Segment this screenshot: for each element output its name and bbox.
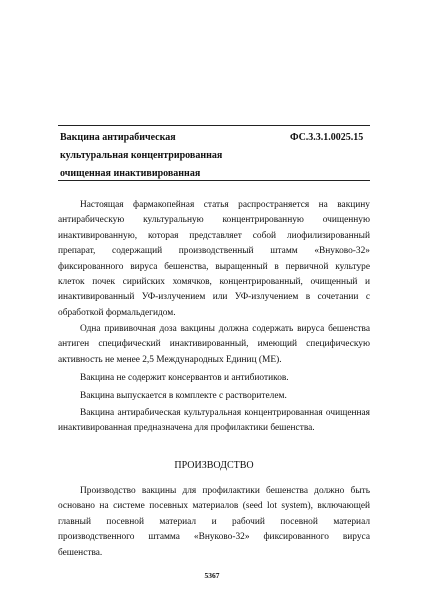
paragraph-scope: Настоящая фармакопейная статья распространяется на вакцину антирабическую культуральную концентрированную очищенную инактивированную, которая представляет собой лиофилизированный препарат, содержащий производственный штамм «Внуково-32» фиксированного вируса бешенства, выращенный в первичной культуре клеток почек сирийских хомячков, концентрированный, очищенный и инактивированный УФ-излучением или УФ-излучением в сочетании с обработкой формальдегидом. — [58, 200, 370, 318]
paragraph-purpose: Вакцина антирабическая культуральная концентрированная очищенная инактивированная предназначена для профилактики бешенства. — [58, 408, 370, 434]
header-top-rule — [58, 125, 370, 126]
paragraph-dose: Одна прививочная доза вакцины должна содержать вируса бешенства антиген специфический инактивированный, имеющий специфическую активность не менее 2,5 Международных Единиц (МЕ). — [58, 324, 370, 365]
document-title — [60, 129, 280, 183]
title-line-2: культуральная концентрированная — [60, 150, 223, 161]
section-heading-production: ПРОИЗВОДСТВО — [174, 460, 254, 471]
monograph-code: ФС.3.3.1.0025.15 — [290, 132, 364, 143]
paragraph-production: Производство вакцины для профилактики бешенства должно быть основано на системе посевных материалов (seed lot system), включающей главный посевной материал и рабочий посевной материал производственного штамма «Внуково-32» фиксированного вируса бешенства. — [58, 486, 370, 558]
title-line-1: Вакцина антирабическая — [60, 132, 176, 143]
paragraph-solvent: Вакцина выпускается в комплекте с растворителем. — [80, 391, 287, 401]
paragraph-preservatives: Вакцина не содержит консервантов и антибиотиков. — [80, 373, 289, 383]
header-bottom-rule — [58, 180, 370, 181]
page-number: 5367 — [204, 571, 220, 580]
title-line-3: очищенная инактивированная — [60, 168, 201, 179]
